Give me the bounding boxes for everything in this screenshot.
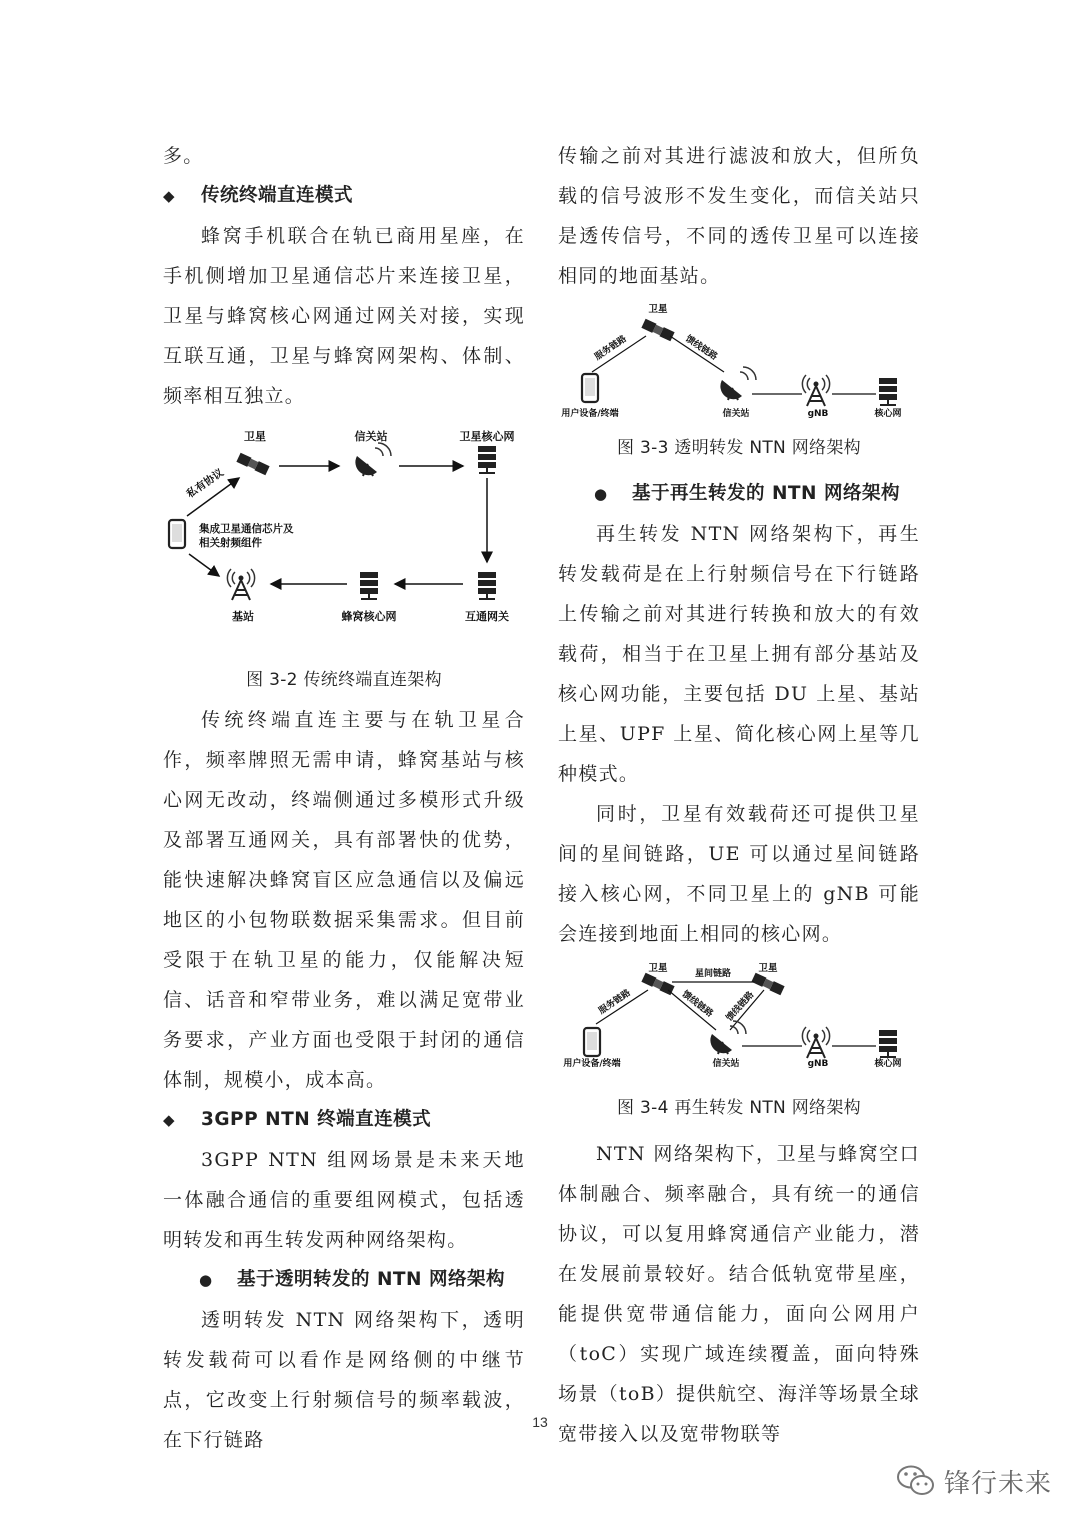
satellite-core-server-icon <box>478 446 496 473</box>
satellite-icon <box>751 973 784 996</box>
gnb-label: gNB <box>807 409 829 419</box>
paragraph: 再生转发 NTN 网络架构下，再生转发载荷是在上行射频信号在下行链路上传输之前对其进行转换和放大的有效载荷，相当于在卫星上拥有部分基站及核心网功能，主要包括 DU 上星、基站上星、UPF 上星、简化核心网上星等几种模式。 <box>558 523 920 785</box>
core-network-server-icon <box>879 1030 897 1057</box>
user-device-label: 用户设备/终端 <box>561 409 619 419</box>
satellite-icon <box>236 453 269 476</box>
paragraph: 同时，卫星有效载荷还可提供卫星间的星间链路，UE 可以通过星间链路接入核心网，不同卫星上的 gNB 可能会连接到地面上相同的核心网。 <box>558 803 920 945</box>
user-device-icon <box>582 374 598 402</box>
subsection-heading: ● 基于再生转发的 NTN 网络架构 <box>558 474 920 514</box>
paragraph: 多。 <box>163 145 204 167</box>
figure-caption: 图 3-2 传统终端直连架构 <box>246 670 442 690</box>
gateway-dish-icon <box>720 367 756 400</box>
round-bullet-icon: ● <box>199 1271 213 1289</box>
subsection-heading: ● 基于透明转发的 NTN 网络架构 <box>163 1260 525 1300</box>
base-station-tower-icon <box>227 569 254 600</box>
diamond-bullet-icon: ◆ <box>163 187 176 205</box>
left-column <box>163 136 525 1460</box>
paragraph: 传输之前对其进行滤波和放大，但所负载的信号波形不发生变化，而信关站只是透传信号，不同的透传卫星可以连接相同的地面基站。 <box>558 145 920 287</box>
service-link-label: 服务链路 <box>593 334 629 363</box>
gateway-label: 信关站 <box>722 409 750 419</box>
paragraph: 蜂窝手机联合在轨已商用星座，在手机侧增加卫星通信芯片来连接卫星，卫星与蜂窝核心网通过网关对接，实现互联互通，卫星与蜂窝网架构、体制、频率相互独立。 <box>163 225 525 407</box>
gnb-label: gNB <box>807 1059 829 1069</box>
paragraph: 传统终端直连主要与在轨卫星合作，频率牌照无需申请，蜂窝基站与核心网无改动，终端侧通过多模形式升级及部署互通网关，具有部署快的优势，能快速解决蜂窝盲区应急通信以及偏远地区的小包物联数据采集需求。但目前受限于在轨卫星的能力，仅能解决短信、话音和窄带业务，难以满足宽带业务要求，产业方面也受限于封闭的通信体制，规模小，成本高。 <box>163 709 525 1091</box>
base-station-label: 基站 <box>232 610 254 623</box>
paragraph: NTN 网络架构下，卫星与蜂窝空口体制融合、频率融合，具有统一的通信协议，可以复用蜂窝通信产业能力，潜在发展前景较好。结合低轨宽带星座，能提供宽带通信能力，面向公网用户（toC）实现广域连续覆盖，面向特殊场景（toB）提供航空、海洋等场景全球宽带接入以及宽带物联等 <box>558 1143 920 1445</box>
satellite-label: 卫星 <box>648 304 668 315</box>
service-link-label: 服务链路 <box>597 988 633 1017</box>
watermark-text: 锋行未来 <box>944 1468 1053 1499</box>
chip-label-line1: 集成卫星通信芯片及 <box>199 523 294 535</box>
satellite-icon <box>641 319 674 342</box>
gateway-label: 信关站 <box>712 1059 740 1069</box>
gnb-tower-icon <box>802 1027 829 1058</box>
paragraph: 3GPP NTN 组网场景是未来天地一体融合通信的重要组网模式，包括透明转发和再生转发两种网络架构。 <box>163 1149 525 1251</box>
gateway-dish-icon <box>710 1021 746 1054</box>
gateway-label: 信关站 <box>354 430 388 443</box>
feeder-link-label: 馈线链路 <box>724 989 757 1024</box>
figure-3-3-diagram <box>558 300 920 428</box>
figure-3-4-diagram <box>558 962 920 1094</box>
gateway-dish-icon <box>355 443 391 476</box>
figure-caption: 图 3-3 透明转发 NTN 网络架构 <box>617 438 861 458</box>
core-network-label: 核心网 <box>874 409 902 419</box>
cellular-core-server-icon <box>360 572 378 599</box>
inter-satellite-link-label: 星间链路 <box>694 969 732 979</box>
phone-icon <box>169 520 185 548</box>
cellular-core-label: 蜂窝核心网 <box>341 610 397 623</box>
interop-gateway-server-icon <box>478 572 496 599</box>
satellite-label: 卫星 <box>244 430 266 443</box>
gnb-tower-icon <box>802 375 829 406</box>
right-column <box>558 136 920 1454</box>
wechat-watermark <box>896 1458 1052 1504</box>
round-bullet-icon: ● <box>594 485 608 503</box>
chip-label-line2: 相关射频组件 <box>199 537 262 549</box>
user-device-label: 用户设备/终端 <box>563 1059 621 1069</box>
diamond-bullet-icon: ◆ <box>163 1111 176 1129</box>
satellite-core-label: 卫星核心网 <box>459 430 515 443</box>
satellite-label: 卫星 <box>648 963 668 974</box>
satellite-label: 卫星 <box>758 963 778 974</box>
private-protocol-label: 私有协议 <box>184 466 226 501</box>
core-network-server-icon <box>879 378 897 405</box>
core-network-label: 核心网 <box>874 1059 902 1069</box>
feeder-link-label: 馈线链路 <box>679 989 715 1020</box>
user-device-icon <box>584 1028 600 1056</box>
figure-3-2-diagram <box>163 426 525 654</box>
wechat-logo-icon <box>896 1464 936 1498</box>
interop-gateway-label: 互通网关 <box>465 610 509 623</box>
figure-caption: 图 3-4 再生转发 NTN 网络架构 <box>617 1098 861 1118</box>
feeder-link-label: 馈线链路 <box>683 334 719 363</box>
section-heading: ◆ 传统终端直连模式 <box>163 176 525 216</box>
section-heading: ◆ 3GPP NTN 终端直连模式 <box>163 1100 525 1140</box>
page-number: 13 <box>532 1414 548 1430</box>
paragraph: 透明转发 NTN 网络架构下，透明转发载荷可以看作是网络侧的中继节点，它改变上行射频信号的频率载波，在下行链路 <box>163 1309 525 1451</box>
